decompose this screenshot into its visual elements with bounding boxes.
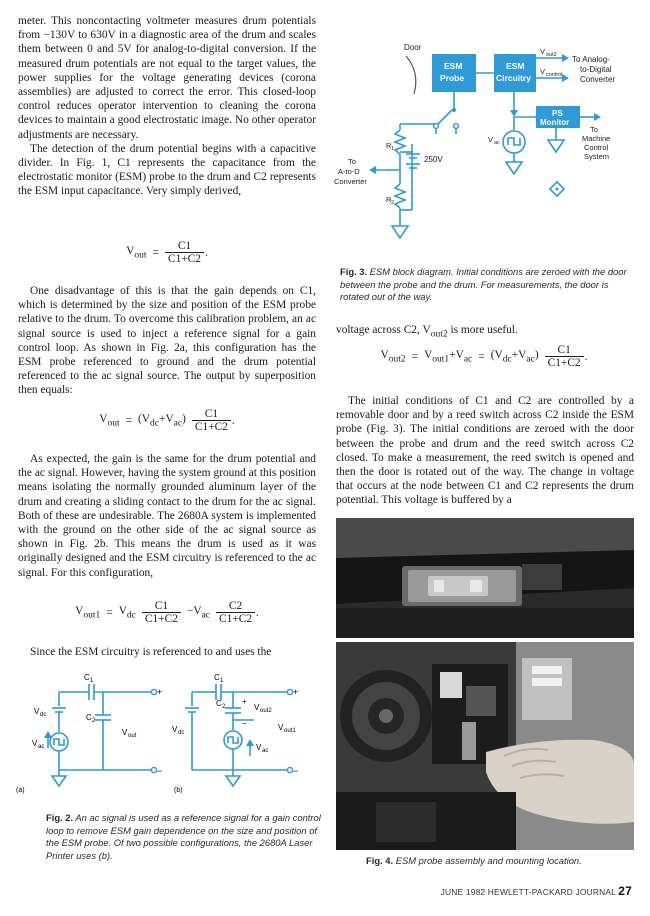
svg-text:1: 1 xyxy=(90,678,94,684)
svg-text:R: R xyxy=(386,141,392,150)
svg-text:2: 2 xyxy=(222,704,226,710)
svg-text:−: − xyxy=(157,766,163,776)
svg-text:C: C xyxy=(214,673,220,682)
svg-text:C: C xyxy=(84,673,90,682)
svg-text:Door: Door xyxy=(404,43,422,52)
svg-text:To: To xyxy=(590,125,598,134)
paragraph: meter. This noncontacting voltmeter measures drum potentials from −130V to 630V in a diagnostic area of the drum and scales them between 0 and 5V for analog-to-digital conversion. If the measured drum potentials are not equal to the target values, the power supplies for the voltage generating devices (corona assemblies) are adjusted to correct the error. This closed-loop control reduces operator intervention to cleaning the corona devices to maintain a good electrostatic image. No other operator adjustments are necessary. xyxy=(18,15,316,141)
right-column xyxy=(336,394,634,508)
svg-text:V: V xyxy=(122,728,128,737)
fig4-photo-bottom xyxy=(336,642,634,850)
svg-text:A-to-D: A-to-D xyxy=(338,167,360,176)
fig3-block-diagram xyxy=(334,30,632,262)
svg-text:V: V xyxy=(172,725,178,734)
svg-text:ESM: ESM xyxy=(444,61,463,71)
equation-vout1: $V_{out1}$ = $V_{dc}$ $\frac{C1}{C1+C2}$ $-V_{ac}$ $\frac{C2}{C1+C2}$ . xyxy=(75,600,259,625)
svg-text:V: V xyxy=(254,703,260,712)
svg-text:System: System xyxy=(584,152,610,161)
svg-text:R: R xyxy=(386,195,392,204)
paragraph: Since the ESM circuitry is referenced to and uses the xyxy=(30,646,272,658)
svg-text:ac: ac xyxy=(38,744,45,750)
svg-text:(b): (b) xyxy=(174,787,183,794)
svg-text:control: control xyxy=(546,72,563,78)
svg-text:2: 2 xyxy=(391,200,395,206)
svg-text:PS: PS xyxy=(552,109,563,118)
svg-text:Monitor: Monitor xyxy=(540,118,570,127)
svg-text:+: + xyxy=(293,687,299,697)
svg-text:ac: ac xyxy=(262,748,269,754)
svg-text:1: 1 xyxy=(391,146,395,152)
svg-text:Probe: Probe xyxy=(440,73,465,83)
svg-text:Circuitry: Circuitry xyxy=(496,73,531,83)
svg-text:+: + xyxy=(242,697,247,706)
paragraph: One disadvantage of this is that the gain depends on C1, which is determined by the size and position of the ESM probe relative to the drum. To overcome this calibration problem, an ac signal source is used to inject a reference signal for a gain control loop. As shown in Fig. 2a, this configuration has the ESM probe referenced to ground and the drum potential referenced to the ac signal source. The output by superposition then equals: xyxy=(18,285,316,397)
svg-text:C: C xyxy=(86,713,92,722)
page-number: 27 xyxy=(618,884,632,898)
svg-text:dc: dc xyxy=(178,730,185,736)
svg-text:C: C xyxy=(216,699,222,708)
svg-text:Machine: Machine xyxy=(582,134,611,143)
svg-text:out: out xyxy=(128,733,137,739)
svg-text:−: − xyxy=(293,766,299,776)
paragraph: The detection of the drum potential begins with a capacitive divider. In Fig. 1, C1 represents the capacitance from the electrostatic monitor (ESM) probe to the drum and C2 represents the ESM input capacitance. Very simply derived, xyxy=(18,142,316,198)
right-column-line1: voltage across C2, $V_{out2}$ is more useful. xyxy=(336,324,518,340)
equation-vout: $V_{out}$ = $\frac{C1}{C1+C2}$ . xyxy=(126,240,208,265)
paragraph: As expected, the gain is the same for the drum potential and the ac signal. However, having the system ground at this position means isolating the normally grounded aluminum layer of the drum and creating a sliding contact to the drum for the ac signal. Both of these are undesirable. The 2680A system is implemented with the ground on the other side of the ac signal source as shown in Fig. 2b. This means the drum is used as it was originally designed and the ESM circuitry is referenced to the ac signal. For this configuration, xyxy=(18,453,316,579)
svg-text:out1: out1 xyxy=(284,728,296,734)
svg-text:+: + xyxy=(157,687,163,697)
svg-text:V: V xyxy=(488,135,494,144)
svg-text:out2: out2 xyxy=(260,708,272,714)
equation-vout2: $V_{out2}$ = $V_{out1}+V_{ac}$ = $(V_{dc}+V_{ac})$ $\frac{C1}{C1+C2}$ . xyxy=(380,344,588,369)
svg-text:V: V xyxy=(32,739,38,748)
fig3-caption: Fig. 3. ESM block diagram. Initial conditions are zeroed with the door between the probe and the drum. For measurements, the door is rotated out of the way. xyxy=(340,266,627,303)
svg-text:V: V xyxy=(34,707,40,716)
paragraph: The initial conditions of C1 and C2 are controlled by a removable door and by a reed switch across C2 inside the ESM probe (Fig. 3). The initial conditions are zeroed with the door between the probe and drum and the reed switch across C2 closed. To make a measurement, the reed switch is opened and then the door is rotated out of the way. The change in voltage that occurs at the node between C1 and C2 represents the drum potential. This voltage is buffered by a xyxy=(336,395,634,507)
svg-text:(a): (a) xyxy=(16,787,25,794)
journal-issue: JUNE 1982 HEWLETT-PACKARD JOURNAL xyxy=(440,887,619,897)
svg-text:−: − xyxy=(242,719,247,728)
fig2-caption: Fig. 2. An ac signal is used as a reference signal for a gain control loop to remove ESM gain dependence on the size and position of the ESM probe. Of two possible configurations, the 2680A Laser Printer uses (b). xyxy=(46,812,321,861)
fig4-photo-top xyxy=(336,518,634,638)
svg-text:1: 1 xyxy=(220,678,224,684)
left-column xyxy=(18,14,316,199)
fig2a-circuit xyxy=(44,684,157,786)
svg-text:To Analog-: To Analog- xyxy=(572,55,610,64)
svg-text:ESM: ESM xyxy=(506,61,525,71)
left-column-2 xyxy=(18,284,316,398)
svg-text:V: V xyxy=(540,67,546,76)
svg-text:Converter: Converter xyxy=(580,75,616,84)
svg-text:out2: out2 xyxy=(546,52,557,58)
svg-text:dc: dc xyxy=(40,712,47,718)
fig4-caption: Fig. 4. ESM probe assembly and mounting location. xyxy=(366,855,582,866)
svg-text:Converter: Converter xyxy=(334,177,367,186)
svg-text:to-Digital: to-Digital xyxy=(580,65,612,74)
fig2-circuit-diagram xyxy=(14,668,316,802)
svg-text:To: To xyxy=(348,157,356,166)
left-column-3 xyxy=(18,452,316,580)
svg-text:ac: ac xyxy=(494,140,500,146)
svg-text:Control: Control xyxy=(584,143,609,152)
equation-vout-superposition: $V_{out}$ = $(V_{dc}+V_{ac})$ $\frac{C1}{C1+C2}$ . xyxy=(99,408,235,433)
svg-text:V: V xyxy=(540,47,546,56)
left-column-4 xyxy=(18,645,316,659)
svg-text:V: V xyxy=(278,723,284,732)
svg-text:2: 2 xyxy=(92,718,96,724)
svg-text:250V: 250V xyxy=(424,155,443,164)
svg-text:V: V xyxy=(256,743,262,752)
page-footer xyxy=(441,884,632,898)
fig2b-circuit xyxy=(185,684,293,786)
